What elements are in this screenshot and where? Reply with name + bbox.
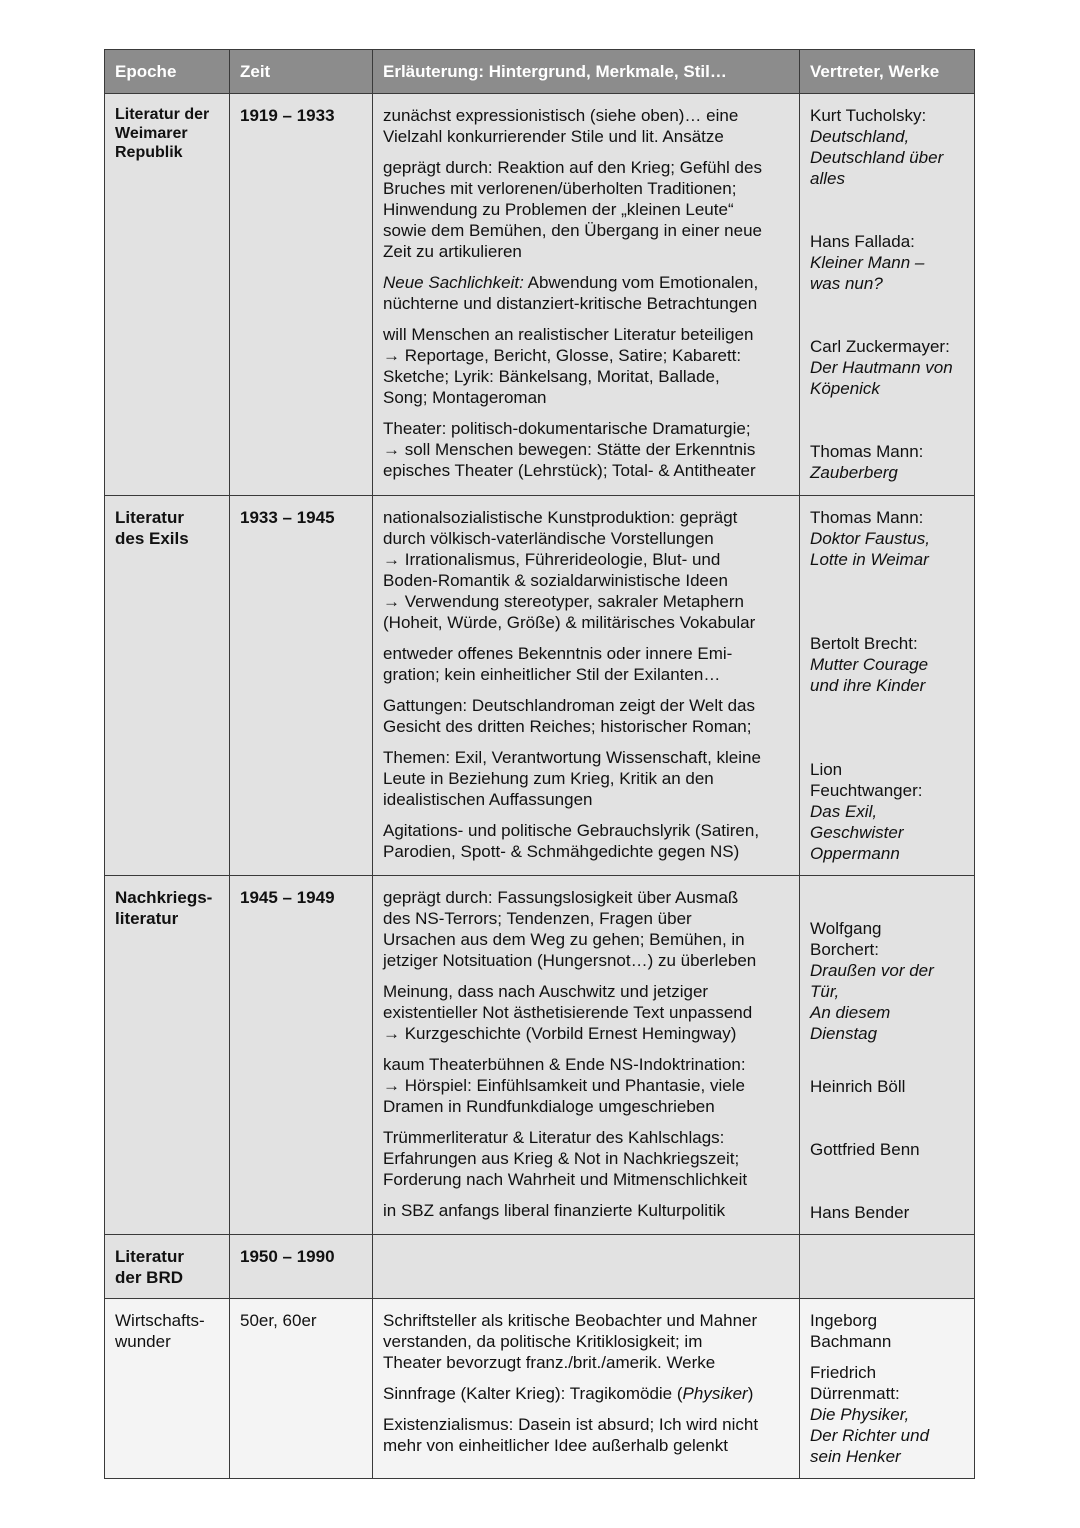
period-cell: 1945 – 1949 xyxy=(230,876,373,1235)
table-row xyxy=(105,876,975,1235)
authors-cell xyxy=(800,496,975,876)
paragraph: kaum Theaterbühnen & Ende NS-Indoktrination: → Hörspiel: Einfühlsamkeit und Phantasie, viele Dramen in Rundfunkdialoge umgeschrieben xyxy=(383,1055,746,1116)
description-cell xyxy=(373,876,800,1235)
header-row xyxy=(105,50,975,94)
author-entry xyxy=(810,507,968,570)
work-title: Die Physiker, Der Richter und sein Henker xyxy=(810,1405,930,1466)
author-entry xyxy=(810,441,968,483)
authors-cell xyxy=(800,94,975,496)
work-title: Kleiner Mann – was nun? xyxy=(810,253,925,293)
authors-cell xyxy=(800,876,975,1235)
paragraph: nationalsozialistische Kunstproduktion: geprägt durch völkisch-vaterländische Vorstellungen → Irrationalismus, Führerideologie, Blut- und Boden-Romantik & sozialdarwinistische Ideen → Verwendung stereotyper, sakraler Metaphern (Hoheit, Würde, Größe) & militärisches Vokabular xyxy=(383,508,756,632)
author-entry xyxy=(810,1139,968,1160)
epoch-cell xyxy=(105,496,230,876)
epoch-cell xyxy=(105,876,230,1235)
table-row xyxy=(105,1299,975,1479)
period-cell: 1933 – 1945 xyxy=(230,496,373,876)
author-name: Heinrich Böll xyxy=(810,1077,906,1096)
author-name: Gottfried Benn xyxy=(810,1140,920,1159)
author-entry xyxy=(810,1076,968,1097)
paragraph: Meinung, dass nach Auschwitz und jetziger existentieller Not ästhetisierende Text unpassend → Kurzgeschichte (Vorbild Ernest Hemingway) xyxy=(383,982,753,1043)
table-row xyxy=(105,94,975,496)
paragraph: zunächst expressionistisch (siehe oben)… eine Vielzahl konkurrierender Stile und lit. Ansätze xyxy=(383,106,739,146)
work-title: Draußen vor der Tür, An diesem Dienstag xyxy=(810,961,934,1043)
paragraph: geprägt durch: Reaktion auf den Krieg; Gefühl des Bruches mit verlorenen/überholten Traditionen; Hinwendung zu Problemen der „kleinen Leute“ sowie dem Bemühen, den Übergang in einer neue Zeit zu artikulieren xyxy=(383,158,762,261)
author-name: Ingeborg Bachmann xyxy=(810,1311,892,1351)
paragraph-text: Abwendung vom Emotionalen, nüchterne und distanziert-kritische Betrachtungen xyxy=(383,273,759,313)
author-entry xyxy=(810,105,968,189)
header-erlaeuterung: Erläuterung: Hintergrund, Merkmale, Stil… xyxy=(373,50,800,94)
author-name: Friedrich Dürrenmatt: xyxy=(810,1363,900,1403)
author-entry xyxy=(810,231,968,294)
author-name: Hans Bender xyxy=(810,1203,910,1222)
paragraph: Agitations- und politische Gebrauchslyrik (Satiren, Parodien, Spott- & Schmähgedichte gegen NS) xyxy=(383,821,760,861)
work-title: Mutter Courage und ihre Kinder xyxy=(810,655,929,695)
epoch-cell xyxy=(105,1299,230,1479)
paragraph: entweder offenes Bekenntnis oder innere Emi- gration; kein einheitlicher Stil der Exilanten… xyxy=(383,644,733,684)
work-title: Zauberberg xyxy=(810,463,898,482)
description-cell xyxy=(373,1299,800,1479)
closing-paren: ) xyxy=(747,1384,754,1403)
author-entry xyxy=(810,1310,968,1352)
authors-cell xyxy=(800,1299,975,1479)
header-vertreter: Vertreter, Werke xyxy=(800,50,975,94)
work-title: Der Hautmann von Köpenick xyxy=(810,358,953,398)
epoch-label: Literatur des Exils xyxy=(115,508,189,548)
period-cell: 50er, 60er xyxy=(230,1299,373,1479)
epoch-label: Nachkriegs- literatur xyxy=(115,888,213,928)
author-entry xyxy=(810,633,968,696)
description-cell xyxy=(373,94,800,496)
work-title: Das Exil, Geschwister Oppermann xyxy=(810,802,904,863)
author-name: Thomas Mann: xyxy=(810,442,924,461)
authors-cell xyxy=(800,1235,975,1299)
epoch-label: Literatur der Weimarer Republik xyxy=(115,106,210,161)
author-entry xyxy=(810,1202,968,1223)
paragraph: Theater: politisch-dokumentarische Dramaturgie; → soll Menschen bewegen: Stätte der Erkenntnis episches Theater (Lehrstück); Total- & Antitheater xyxy=(383,419,756,480)
paragraph: Themen: Exil, Verantwortung Wissenschaft, kleine Leute in Beziehung zum Krieg, Kritik an den idealistischen Auffassungen xyxy=(383,748,761,809)
paragraph: geprägt durch: Fassungslosigkeit über Ausmaß des NS-Terrors; Tendenzen, Fragen über Ursachen aus dem Weg zu gehen; Bemühen, in jetziger Notsituation (Hungersnot…) zu überleben xyxy=(383,888,757,970)
table-row xyxy=(105,496,975,876)
author-name: Wolfgang Borchert: xyxy=(810,919,882,959)
description-cell xyxy=(373,1235,800,1299)
neue-sachlichkeit-term: Neue Sachlichkeit: xyxy=(383,273,524,292)
author-name: Thomas Mann: xyxy=(810,508,924,527)
period-cell: 1950 – 1990 xyxy=(230,1235,373,1299)
paragraph xyxy=(383,272,791,314)
table-row xyxy=(105,1235,975,1299)
paragraph: will Menschen an realistischer Literatur beteiligen → Reportage, Bericht, Glosse, Satire; Kabarett: Sketche; Lyrik: Bänkelsang, Moritat, Ballade, Song; Montageroman xyxy=(383,325,754,407)
epoch-label: Literatur der BRD xyxy=(115,1247,184,1287)
physiker-term: Physiker xyxy=(682,1384,748,1403)
paragraph: Existenzialismus: Dasein ist absurd; Ich wird nicht mehr von einheitlicher Idee außerhalb gelenkt xyxy=(383,1415,759,1455)
paragraph: in SBZ anfangs liberal finanzierte Kulturpolitik xyxy=(383,1201,726,1220)
period-cell: 1919 – 1933 xyxy=(230,94,373,496)
header-epoche: Epoche xyxy=(105,50,230,94)
epoch-cell xyxy=(105,1235,230,1299)
author-entry xyxy=(810,1362,968,1467)
author-entry xyxy=(810,336,968,399)
author-entry xyxy=(810,759,968,864)
epochs-table xyxy=(104,49,975,1479)
paragraph: Schriftsteller als kritische Beobachter und Mahner verstanden, da politische Kritiklosigkeit; im Theater bevorzugt franz./brit./amerik. Werke xyxy=(383,1311,758,1372)
epoch-cell xyxy=(105,94,230,496)
epoch-label: Wirtschafts- wunder xyxy=(115,1311,205,1351)
author-entry xyxy=(810,918,968,1044)
author-name: Kurt Tucholsky: xyxy=(810,106,927,125)
author-name: Carl Zuckermayer: xyxy=(810,337,950,356)
paragraph: Trümmerliteratur & Literatur des Kahlschlags: Erfahrungen aus Krieg & Not in Nachkriegszeit; Forderung nach Wahrheit und Mitmenschlichkeit xyxy=(383,1128,748,1189)
description-cell xyxy=(373,496,800,876)
header-zeit: Zeit xyxy=(230,50,373,94)
author-name: Bertolt Brecht: xyxy=(810,634,918,653)
author-name: Hans Fallada: xyxy=(810,232,915,251)
author-name: Lion Feuchtwanger: xyxy=(810,760,923,800)
work-title: Doktor Faustus, Lotte in Weimar xyxy=(810,529,930,569)
paragraph xyxy=(383,1383,791,1404)
paragraph-text: Sinnfrage (Kalter Krieg): Tragikomödie ( xyxy=(383,1384,683,1403)
work-title: Deutschland, Deutschland über alles xyxy=(810,127,944,188)
paragraph: Gattungen: Deutschlandroman zeigt der Welt das Gesicht des dritten Reiches; historischer Roman; xyxy=(383,696,756,736)
